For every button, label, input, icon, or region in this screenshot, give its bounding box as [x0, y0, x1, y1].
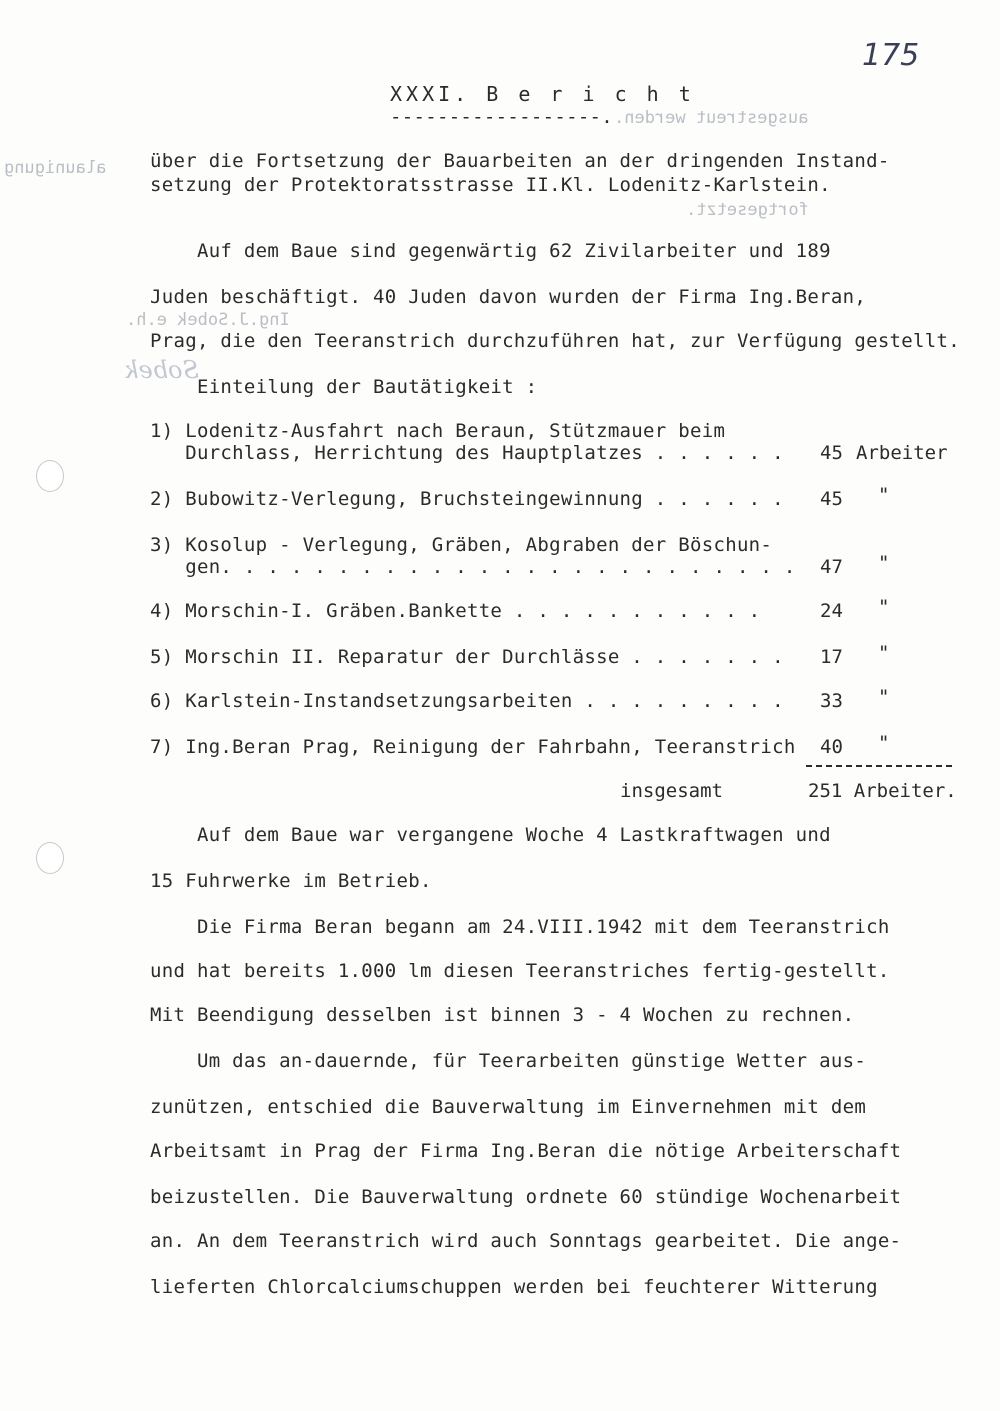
- page-number: 175: [862, 38, 920, 73]
- list-item-unit: ": [878, 732, 890, 754]
- list-item-text: 1) Lodenitz-Ausfahrt nach Beraun, Stützmauer beim: [150, 420, 726, 442]
- paragraph-line: Prag, die den Teeranstrich durchzuführen hat, zur Verfügung gestellt.: [150, 330, 960, 352]
- paragraph-line: Die Firma Beran begann am 24.VIII.1942 mit dem Teeranstrich: [150, 916, 890, 938]
- list-item-unit: ": [878, 596, 890, 618]
- paragraph-line: Einteilung der Bautätigkeit :: [150, 376, 538, 398]
- ghost-text-line: ausgestreut werden.: [614, 108, 809, 128]
- ghost-text-line: Ing.J.Sobek e.h.: [126, 310, 290, 330]
- paragraph-line: Juden beschäftigt. 40 Juden davon wurden der Firma Ing.Beran,: [150, 286, 867, 308]
- paragraph-line: Um das an-dauernde, für Teerarbeiten günstige Wetter aus-: [150, 1050, 867, 1072]
- paragraph-line: Arbeitsamt in Prag der Firma Ing.Beran die nötige Arbeiterschaft: [150, 1140, 902, 1162]
- list-item-count: 24: [820, 600, 843, 622]
- report-title: XXXI. B e r i c h t: [390, 82, 695, 106]
- list-item-unit: ": [878, 552, 890, 574]
- subtitle-line: über die Fortsetzung der Bauarbeiten an der dringenden Instand-: [150, 150, 890, 172]
- list-item-count: 45: [820, 442, 843, 464]
- paragraph-line: lieferten Chlorcalciumschuppen werden bei feuchterer Witterung: [150, 1276, 878, 1298]
- ghost-text-line: fortgesetzt.: [686, 200, 809, 220]
- list-item-text: 7) Ing.Beran Prag, Reinigung der Fahrbahn, Teeranstrich: [150, 736, 796, 758]
- ghost-signature: Sobek: [124, 356, 199, 384]
- total-label: insgesamt: [620, 780, 723, 802]
- list-item-unit: ": [878, 642, 890, 664]
- paragraph-line: an. An dem Teeranstrich wird auch Sonntags gearbeitet. Die ange-: [150, 1230, 902, 1252]
- ghost-text-line: alaunigung: [4, 158, 107, 178]
- list-item-text: 4) Morschin-I. Gräben.Bankette . . . . . . . . . . .: [150, 600, 761, 622]
- subtitle-line: setzung der Protektoratsstrasse II.Kl. Lodenitz-Karlstein.: [150, 174, 831, 196]
- punch-hole-top: [36, 460, 64, 492]
- list-item-text: 2) Bubowitz-Verlegung, Bruchsteingewinnung . . . . . .: [150, 488, 784, 510]
- list-item-text: 3) Kosolup - Verlegung, Gräben, Abgraben der Böschun-: [150, 534, 773, 556]
- list-item-count: 45: [820, 488, 843, 510]
- paragraph-line: 15 Fuhrwerke im Betrieb.: [150, 870, 432, 892]
- sum-rule: [806, 765, 952, 767]
- paragraph-line: Auf dem Baue war vergangene Woche 4 Lastkraftwagen und: [150, 824, 831, 846]
- paragraph-line: Mit Beendigung desselben ist binnen 3 - 4 Wochen zu rechnen.: [150, 1004, 855, 1026]
- punch-hole-bottom: [36, 842, 64, 874]
- paragraph-line: Auf dem Baue sind gegenwärtig 62 Zivilarbeiter und 189: [150, 240, 831, 262]
- title-underline: ------------------.: [390, 106, 614, 128]
- list-item-count: 47: [820, 556, 843, 578]
- list-item-text: gen. . . . . . . . . . . . . . . . . . . . . . . . .: [150, 556, 796, 578]
- list-item-text: 6) Karlstein-Instandsetzungsarbeiten . . . . . . . . .: [150, 690, 784, 712]
- list-item-text: Durchlass, Herrichtung des Hauptplatzes . . . . . .: [150, 442, 784, 464]
- list-item-count: 33: [820, 690, 843, 712]
- list-item-text: 5) Morschin II. Reparatur der Durchlässe . . . . . . .: [150, 646, 784, 668]
- list-item-unit: ": [878, 686, 890, 708]
- list-item-unit: ": [878, 484, 890, 506]
- paragraph-line: und hat bereits 1.000 lm diesen Teeranstriches fertig-gestellt.: [150, 960, 890, 982]
- list-item-unit: Arbeiter: [856, 442, 948, 464]
- paragraph-line: beizustellen. Die Bauverwaltung ordnete 60 stündige Wochenarbeit: [150, 1186, 902, 1208]
- total-value: 251 Arbeiter.: [808, 780, 957, 802]
- list-item-count: 17: [820, 646, 843, 668]
- list-item-count: 40: [820, 736, 843, 758]
- paragraph-line: zunützen, entschied die Bauverwaltung im Einvernehmen mit dem: [150, 1096, 867, 1118]
